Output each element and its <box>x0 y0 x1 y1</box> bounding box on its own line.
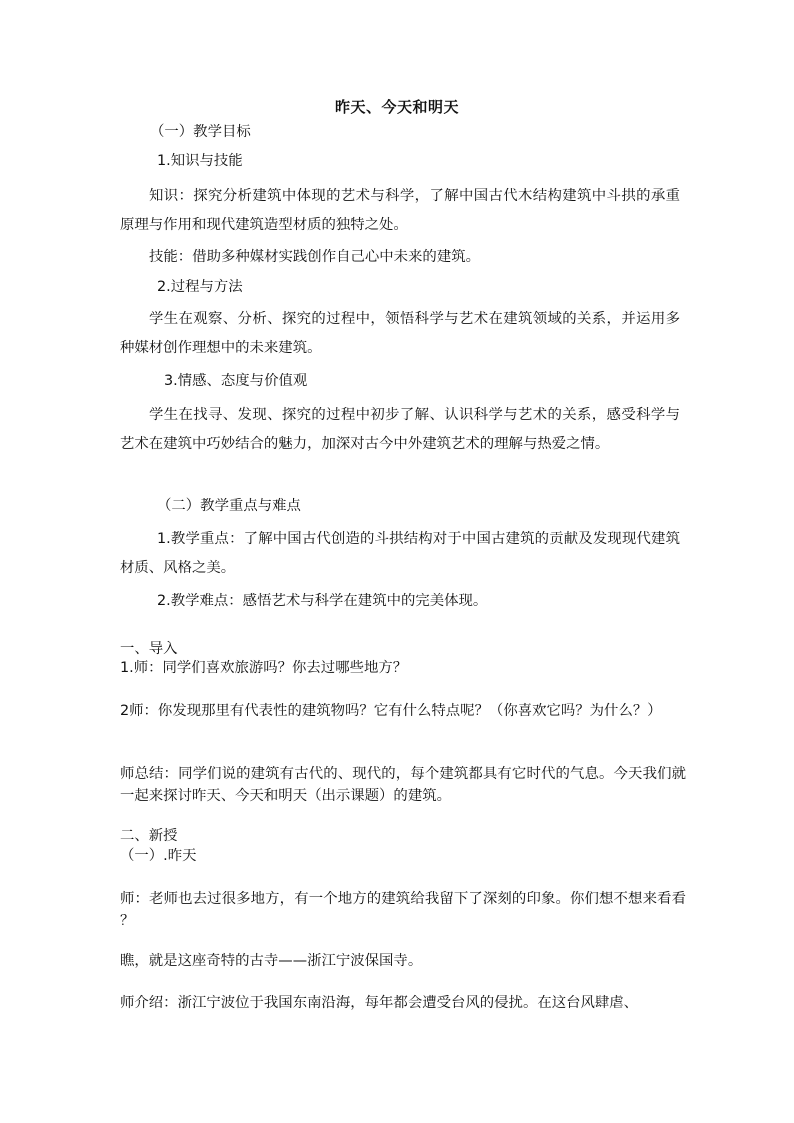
temple-intro-paragraph: 师介绍：浙江宁波位于我国东南沿海，每年都会遭受台风的侵扰。在这台风肆虐、 <box>120 995 639 1011</box>
attitude-values-heading: 3.情感、态度与价值观 <box>164 373 308 389</box>
intro-question-2: 2师：你发现那里有代表性的建筑物吗？它有什么特点呢？（你喜欢它吗？为什么？） <box>120 703 662 719</box>
key-difficult-heading: （二）教学重点与难点 <box>157 498 301 514</box>
skill-paragraph: 技能：借助多种媒材实践创作自己心中未来的建筑。 <box>149 249 480 265</box>
difficult-point-paragraph: 2.教学难点：感悟艺术与科学在建筑中的完美体现。 <box>157 593 488 609</box>
attitude-values-paragraph: 学生在找寻、发现、探究的过程中初步了解、认识科学与艺术的关系，感受科学与艺术在建筑中巧妙结合的魅力，加深对古今中外建筑艺术的理解与热爱之情。 <box>120 407 680 452</box>
knowledge-skills-heading: 1.知识与技能 <box>157 153 243 169</box>
objectives-heading: （一）教学目标 <box>150 124 251 140</box>
temple-reveal-line: 瞧，就是这座奇特的古寺——浙江宁波保国寺。 <box>120 953 423 969</box>
knowledge-paragraph: 知识：探究分析建筑中体现的艺术与科学，了解中国古代木结构建筑中斗拱的承重原理与作用和现代建筑造型材质的独特之处。 <box>120 188 680 233</box>
process-method-heading: 2.过程与方法 <box>157 279 243 295</box>
new-lesson-heading: 二、新授 <box>120 828 178 844</box>
process-method-paragraph: 学生在观察、分析、探究的过程中，领悟科学与艺术在建筑领域的关系，并运用多种媒材创作理想中的未来建筑。 <box>120 311 680 356</box>
key-point-paragraph: 1.教学重点：了解中国古代创造的斗拱结构对于中国古建筑的贡献及发现现代建筑材质、风格之美。 <box>120 531 680 576</box>
yesterday-heading: （一）.昨天 <box>120 848 197 864</box>
intro-question-1: 1.师：同学们喜欢旅游吗？你去过哪些地方？ <box>120 660 408 676</box>
intro-heading: 一、导入 <box>120 641 178 657</box>
intro-summary: 师总结：同学们说的建筑有古代的、现代的，每个建筑都具有它时代的气息。今天我们就一起来探讨昨天、今天和明天（出示课题）的建筑。 <box>120 766 686 804</box>
teacher-line-1: 师：老师也去过很多地方，有一个地方的建筑给我留下了深刻的印象。你们想不想来看看？ <box>120 891 686 929</box>
document-title: 昨天、今天和明天 <box>334 98 459 116</box>
